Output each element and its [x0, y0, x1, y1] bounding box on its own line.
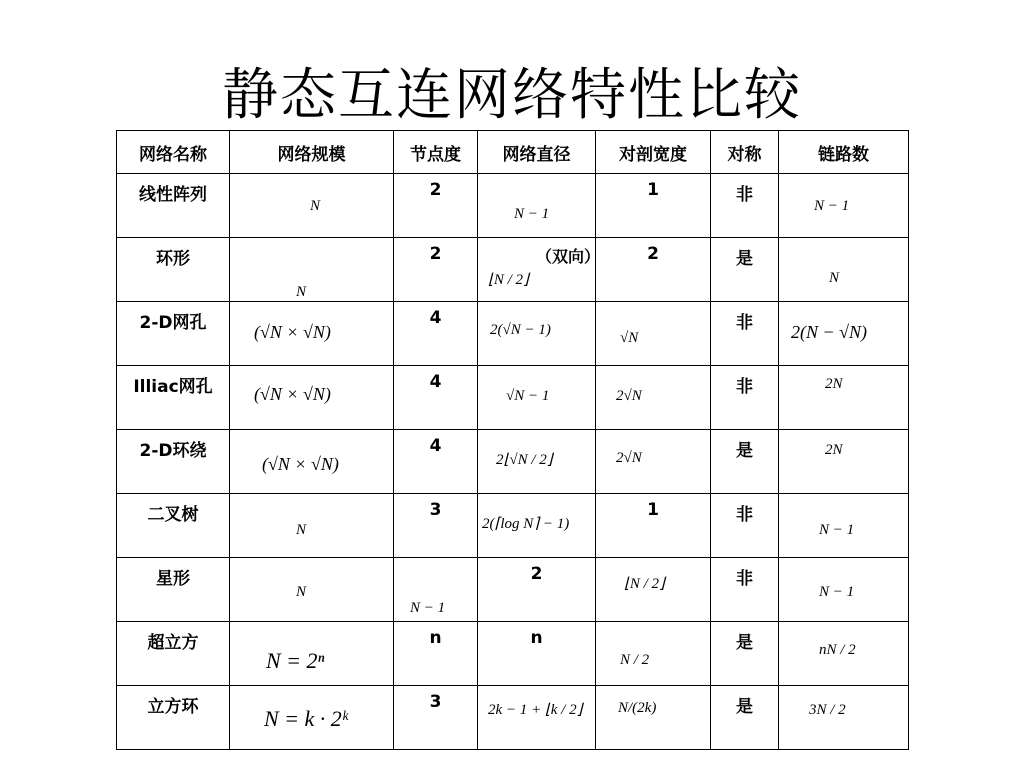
cell-bisection — [596, 494, 711, 558]
header-name: 网络名称 — [117, 131, 230, 174]
cell-symmetric — [711, 494, 779, 558]
links-value: N − 1 — [819, 522, 855, 538]
bisection-value: 1 — [647, 500, 659, 520]
cell-links — [779, 622, 909, 686]
header-degree: 节点度 — [394, 131, 478, 174]
header-diameter: 网络直径 — [478, 131, 596, 174]
cell-scale — [230, 686, 394, 750]
symmetric-value: 非 — [736, 569, 753, 589]
scale-value: (√N × √N) — [262, 454, 339, 474]
diameter-value: 2 — [530, 564, 543, 584]
degree-value: n — [429, 628, 442, 648]
scale-value: N — [310, 198, 321, 214]
cell-scale — [230, 558, 394, 622]
cell-links — [779, 174, 909, 238]
cell-links — [779, 494, 909, 558]
diameter-value: 2k − 1 + ⌊k / 2⌋ — [488, 702, 583, 718]
network-name: 环形 — [156, 249, 190, 269]
cell-symmetric — [711, 430, 779, 494]
cell-diameter — [478, 430, 596, 494]
cell-symmetric — [711, 686, 779, 750]
degree-value: 2 — [429, 180, 442, 200]
cell-symmetric — [711, 622, 779, 686]
table-row — [117, 622, 909, 686]
symmetric-value: 是 — [736, 249, 753, 269]
cell-diameter — [478, 686, 596, 750]
cell-degree — [394, 174, 478, 238]
symmetric-value: 是 — [736, 633, 753, 653]
cell-diameter — [478, 622, 596, 686]
scale-value: (√N × √N) — [254, 322, 331, 342]
table-row — [117, 558, 909, 622]
cell-name — [117, 558, 230, 622]
diameter-value: 2⌊√N / 2⌋ — [496, 452, 553, 468]
table-row — [117, 302, 909, 366]
cell-links — [779, 430, 909, 494]
cell-bisection — [596, 366, 711, 430]
cell-scale — [230, 622, 394, 686]
cell-name — [117, 430, 230, 494]
cell-name — [117, 174, 230, 238]
cell-name — [117, 366, 230, 430]
cell-diameter — [478, 366, 596, 430]
table-row — [117, 366, 909, 430]
links-value: N — [829, 270, 840, 286]
cell-scale — [230, 494, 394, 558]
links-value: N − 1 — [819, 584, 855, 600]
cell-bisection — [596, 302, 711, 366]
diameter-value: 2(⌈log N⌉ − 1) — [482, 516, 570, 532]
cell-degree — [394, 366, 478, 430]
bisection-value: ⌊N / 2⌋ — [624, 576, 665, 592]
scale-value: N = 2ⁿ — [266, 648, 325, 673]
cell-diameter — [478, 238, 601, 302]
cell-bisection — [596, 174, 711, 238]
page-title: 静态互连网络特性比较 — [222, 63, 802, 128]
cell-degree — [394, 302, 478, 366]
header-links: 链路数 — [779, 131, 909, 174]
symmetric-value: 非 — [736, 313, 753, 333]
links-value: 2N — [825, 376, 843, 392]
degree-value: 3 — [429, 500, 442, 520]
cell-symmetric — [711, 174, 779, 238]
cell-scale — [230, 366, 394, 430]
cell-symmetric — [711, 366, 779, 430]
cell-bisection — [596, 430, 711, 494]
cell-name — [117, 622, 230, 686]
cell-degree — [394, 686, 478, 750]
cell-symmetric — [711, 238, 779, 302]
network-name: 2-D网孔 — [139, 313, 207, 333]
diameter-value: 2(√N − 1) — [490, 322, 551, 338]
network-comparison-table — [116, 130, 909, 750]
scale-value: N — [296, 584, 307, 600]
cell-name — [117, 302, 230, 366]
diameter-value: n — [530, 628, 543, 648]
scale-value: N = k · 2ᵏ — [264, 706, 348, 731]
scale-value: (√N × √N) — [254, 384, 331, 404]
degree-value: 4 — [429, 308, 442, 328]
cell-diameter — [478, 302, 596, 366]
cell-diameter — [478, 174, 596, 238]
symmetric-value: 非 — [736, 185, 753, 205]
cell-links — [779, 686, 909, 750]
cell-degree — [394, 494, 478, 558]
cell-symmetric — [711, 558, 779, 622]
network-name: Illiac网孔 — [133, 377, 213, 397]
cell-scale — [230, 238, 394, 302]
degree-value: 4 — [429, 436, 442, 456]
links-value: 2(N − √N) — [791, 322, 868, 342]
links-value: N − 1 — [814, 198, 850, 214]
cell-links — [779, 302, 909, 366]
network-name: 2-D环绕 — [139, 441, 207, 461]
scale-value: N — [296, 522, 307, 538]
bisection-value: 2√N — [616, 388, 642, 404]
cell-links — [779, 366, 909, 430]
links-value: nN / 2 — [819, 642, 856, 658]
bisection-value: 2 — [647, 244, 659, 264]
bisection-value: N / 2 — [620, 652, 650, 668]
cell-name — [117, 686, 230, 750]
diameter-note: （双向） — [536, 247, 601, 266]
symmetric-value: 非 — [736, 505, 753, 525]
degree-value: N − 1 — [410, 600, 446, 616]
table-row — [117, 430, 909, 494]
degree-value: 4 — [429, 372, 442, 392]
cell-degree — [394, 622, 478, 686]
cell-bisection — [596, 558, 711, 622]
diameter-value: √N − 1 — [506, 388, 550, 404]
network-name: 立方环 — [147, 697, 199, 717]
cell-diameter — [478, 558, 596, 622]
cell-symmetric — [711, 302, 779, 366]
bisection-value: 1 — [647, 180, 659, 200]
table-row — [117, 494, 909, 558]
header-scale: 网络规模 — [230, 131, 394, 174]
cell-links — [779, 238, 909, 302]
cell-degree — [394, 430, 478, 494]
degree-value: 3 — [429, 692, 442, 712]
bisection-value: N/(2k) — [618, 700, 657, 716]
links-value: 3N / 2 — [809, 702, 846, 718]
diameter-value: N − 1 — [514, 206, 550, 222]
cell-scale — [230, 174, 394, 238]
table-row — [117, 238, 909, 302]
table-row — [117, 686, 909, 750]
cell-diameter — [478, 494, 596, 558]
symmetric-value: 是 — [736, 441, 753, 461]
diameter-value: ⌊N / 2⌋ — [488, 272, 529, 288]
cell-name — [117, 494, 230, 558]
bisection-value: √N — [620, 330, 639, 346]
cell-degree — [394, 238, 478, 302]
bisection-value: 2√N — [616, 450, 642, 466]
cell-name — [117, 238, 230, 302]
network-name: 超立方 — [147, 633, 199, 653]
cell-bisection — [596, 238, 711, 302]
symmetric-value: 非 — [736, 377, 753, 397]
cell-bisection — [596, 622, 711, 686]
header-symmetric: 对称 — [711, 131, 779, 174]
links-value: 2N — [825, 442, 843, 458]
header-bisection: 对剖宽度 — [596, 131, 711, 174]
cell-bisection — [596, 686, 711, 750]
network-name: 二叉树 — [147, 505, 199, 525]
cell-scale — [230, 430, 394, 494]
cell-degree — [394, 558, 478, 622]
cell-scale — [230, 302, 394, 366]
cell-links — [779, 558, 909, 622]
degree-value: 2 — [429, 244, 442, 264]
scale-value: N — [296, 284, 307, 300]
header-row — [117, 131, 909, 174]
symmetric-value: 是 — [736, 697, 753, 717]
network-name: 星形 — [156, 569, 190, 589]
table-row — [117, 174, 909, 238]
network-name: 线性阵列 — [139, 185, 207, 205]
